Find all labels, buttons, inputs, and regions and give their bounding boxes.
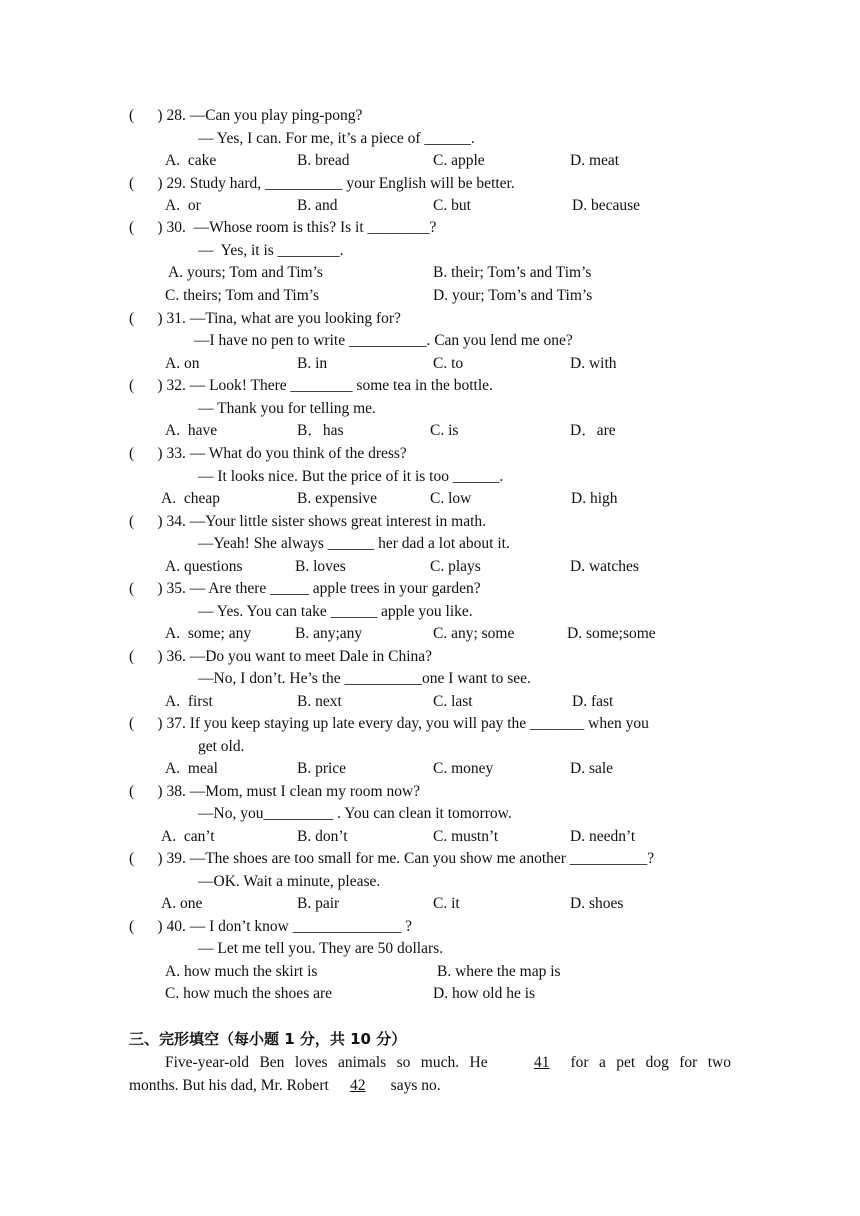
- question-33: ( ) 33. — What do you think of the dress?: [129, 445, 407, 462]
- passage-text: months. But his dad, Mr. Robert: [129, 1077, 329, 1094]
- blank-41: 41: [534, 1054, 550, 1071]
- question-28: ( ) 28. —Can you play ping-pong?: [129, 107, 363, 124]
- q34-option-c: C. plays: [430, 558, 481, 575]
- q39-option-c: C. it: [433, 895, 460, 912]
- q33-option-b: B. expensive: [297, 490, 378, 507]
- q34-option-a: A. questions: [165, 558, 243, 575]
- q29-option-a: A. or: [165, 197, 201, 214]
- q38-option-a: A. can’t: [161, 828, 215, 845]
- question-40: ( ) 40. — I don’t know ______________ ?: [129, 918, 412, 935]
- question-34: ( ) 34. —Your little sister shows great interest in math.: [129, 513, 487, 530]
- q37-option-b: B. price: [297, 760, 347, 777]
- question-38-line2: —No, you_________ . You can clean it tomorrow.: [198, 805, 512, 822]
- section-heading: 三、完形填空（每小题 1 分，共 10 分）: [129, 1030, 407, 1048]
- question-34-line2: —Yeah! She always ______ her dad a lot about it.: [198, 535, 510, 552]
- q32-option-b: B．has: [297, 422, 344, 439]
- passage-text: Five-year-old Ben loves animals so much. He: [165, 1054, 499, 1071]
- q35-option-c: C. any; some: [433, 625, 515, 642]
- q31-option-b: B. in: [297, 355, 328, 372]
- passage-text: says no.: [386, 1077, 441, 1094]
- question-39: ( ) 39. —The shoes are too small for me. Can you show me another __________?: [129, 850, 655, 867]
- question-40-line2: — Let me tell you. They are 50 dollars.: [198, 940, 444, 957]
- question-38: ( ) 38. —Mom, must I clean my room now?: [129, 783, 421, 800]
- question-36-line2: —No, I don’t. He’s the __________one I want to see.: [198, 670, 531, 687]
- q37-option-c: C. money: [433, 760, 494, 777]
- q30-option-d: D. your; Tom’s and Tim’s: [433, 287, 593, 304]
- q32-option-c: C. is: [430, 422, 459, 439]
- q28-option-b: B. bread: [297, 152, 350, 169]
- q38-option-c: C. mustn’t: [433, 828, 499, 845]
- q33-option-c: C. low: [430, 490, 472, 507]
- q31-option-d: D. with: [570, 355, 617, 372]
- q35-option-a: A. some; any: [165, 625, 252, 642]
- q33-option-d: D. high: [571, 490, 618, 507]
- q39-option-b: B. pair: [297, 895, 340, 912]
- blank-42: 42: [350, 1077, 366, 1094]
- question-30-line2: — Yes, it is ________.: [198, 242, 344, 259]
- question-28-line2: — Yes, I can. For me, it’s a piece of ______.: [198, 130, 475, 147]
- q38-option-b: B. don’t: [297, 828, 348, 845]
- question-31: ( ) 31. —Tina, what are you looking for?: [129, 310, 401, 327]
- q35-option-b: B. any;any: [295, 625, 363, 642]
- q39-option-d: D. shoes: [570, 895, 624, 912]
- question-36: ( ) 36. —Do you want to meet Dale in China?: [129, 648, 433, 665]
- q40-option-b: B. where the map is: [437, 963, 561, 980]
- q32-option-a: A. have: [165, 422, 218, 439]
- q31-option-a: A. on: [165, 355, 200, 372]
- q40-option-c: C. how much the shoes are: [165, 985, 333, 1002]
- q32-option-d: D．are: [570, 422, 616, 439]
- q36-option-d: D. fast: [572, 693, 614, 710]
- question-33-line2: — It looks nice. But the price of it is too ______.: [198, 468, 504, 485]
- q30-option-a: A. yours; Tom and Tim’s: [168, 264, 323, 281]
- question-30: ( ) 30. —Whose room is this? Is it ________?: [129, 219, 437, 236]
- q36-option-a: A. first: [165, 693, 213, 710]
- question-32-line2: — Thank you for telling me.: [198, 400, 376, 417]
- passage-text: for a pet dog for two: [560, 1054, 731, 1071]
- q36-option-c: C. last: [433, 693, 473, 710]
- q28-option-a: A. cake: [165, 152, 217, 169]
- q35-option-d: D. some;some: [567, 625, 656, 642]
- q37-option-a: A. meal: [165, 760, 218, 777]
- q40-option-d: D. how old he is: [433, 985, 536, 1002]
- q30-option-c: C. theirs; Tom and Tim’s: [165, 287, 320, 304]
- q40-option-a: A. how much the skirt is: [165, 963, 318, 980]
- q34-option-d: D. watches: [570, 558, 639, 575]
- question-29: ( ) 29. Study hard, __________ your English will be better.: [129, 175, 515, 192]
- q30-option-b: B. their; Tom’s and Tim’s: [433, 264, 592, 281]
- q31-option-c: C. to: [433, 355, 464, 372]
- q33-option-a: A. cheap: [161, 490, 220, 507]
- q29-option-d: D. because: [572, 197, 640, 214]
- q28-option-c: C. apple: [433, 152, 485, 169]
- question-37-line2: get old.: [198, 738, 245, 755]
- q38-option-d: D. needn’t: [570, 828, 636, 845]
- q36-option-b: B. next: [297, 693, 342, 710]
- question-39-line2: —OK. Wait a minute, please.: [198, 873, 381, 890]
- question-37: ( ) 37. If you keep staying up late every day, you will pay the _______ when you: [129, 715, 649, 732]
- q29-option-b: B. and: [297, 197, 338, 214]
- q28-option-d: D. meat: [570, 152, 620, 169]
- q37-option-d: D. sale: [570, 760, 614, 777]
- question-35-line2: — Yes. You can take ______ apple you like.: [198, 603, 473, 620]
- passage-line-2: [129, 1075, 731, 1098]
- question-31-line2: —I have no pen to write __________. Can you lend me one?: [194, 332, 573, 349]
- q34-option-b: B. loves: [295, 558, 346, 575]
- q29-option-c: C. but: [433, 197, 471, 214]
- question-32: ( ) 32. — Look! There ________ some tea in the bottle.: [129, 377, 493, 394]
- q39-option-a: A. one: [161, 895, 203, 912]
- passage-line-1: [129, 1052, 731, 1075]
- question-35: ( ) 35. — Are there _____ apple trees in your garden?: [129, 580, 481, 597]
